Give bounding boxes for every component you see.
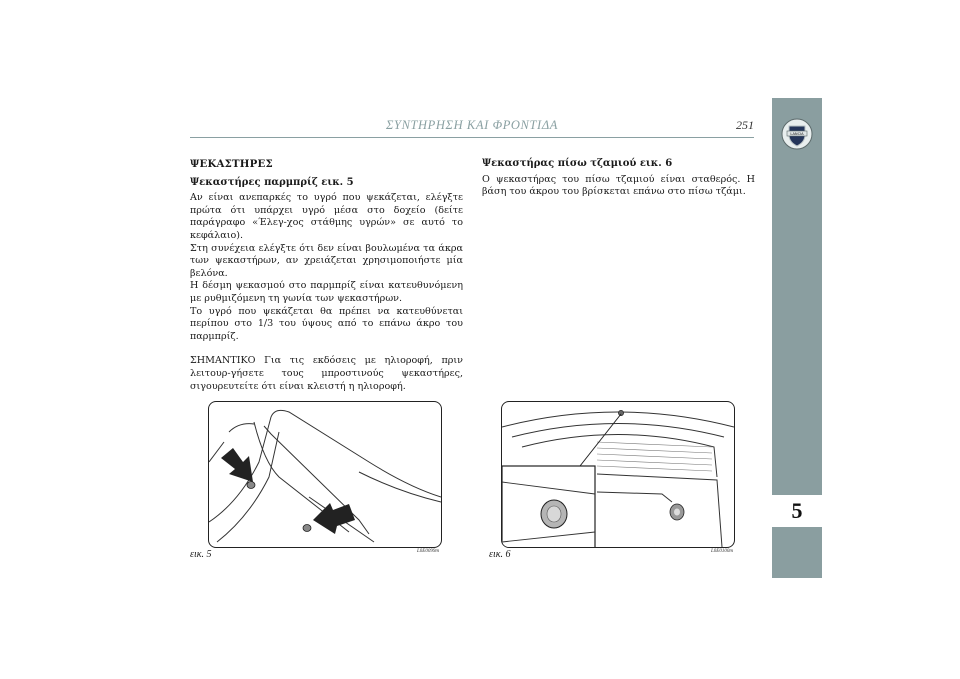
lancia-logo-icon (781, 118, 813, 150)
windscreen-washers-heading: Ψεκαστήρες παρμπρίζ εικ. 5 (190, 176, 354, 188)
chapter-sidebar (772, 98, 822, 578)
right-column (482, 158, 755, 199)
important-note: ΣΗΜΑΝΤΙΚΟ Για τις εκδόσεις με ηλιοροφή, πριν λειτουρ-γήσετε τους μπροστινούς ψεκαστήρες, σιγουρευτείτε ότι είναι κλειστή η ηλιοροφή. (190, 355, 463, 392)
page-number: 251 (736, 118, 754, 132)
figure-6-rear-washer (501, 401, 735, 548)
figure-5-windscreen-washers (208, 401, 442, 548)
page-header (190, 118, 754, 138)
rear-washer-text: Ο ψεκαστήρας του πίσω τζαμιού είναι σταθερός. Η βάση του άκρου του βρίσκεται επάνω στο πίσω τζάμι. (482, 173, 755, 198)
arrow-icon (313, 503, 355, 534)
figure-6-caption: εικ. 6 (489, 549, 511, 560)
header-divider (190, 137, 754, 138)
rear-washer-heading: Ψεκαστήρας πίσω τζαμιού εικ. 6 (482, 158, 673, 169)
chapter-title: ΣΥΝΤΗΡΗΣΗ ΚΑΙ ΦΡΟΝΤΙΔΑ (385, 118, 558, 132)
left-column (190, 158, 463, 393)
logo-text: LANCIA (790, 132, 804, 136)
chapter-number-tab[interactable]: 5 (772, 495, 822, 527)
windscreen-washers-text: Αν είναι ανεπαρκές το υγρό που ψεκάζεται, ελέγξτε πρώτα ότι υπάρχει υγρό μέσα στο δοχείο (δείτε παράγραφο «Έλεγ-χος στάθμης υγρών» σε αυτό το κεφάλαιο). Στη συνέχεια ελέγξτε ότι δεν είναι βουλωμένα τα άκρα των ψεκαστήρων, αν χρειάζεται χρησιμοποιήστε μία βελόνα. Η δέσμη ψεκασμού στο παρμπρίζ είναι κατευθυνόμενη με ρυθμιζόμενη τη γωνία των ψεκαστήρων. Το υγρό που ψεκάζεται θα πρέπει να κατευθύνεται περίπου στο 1/3 του ύψους από το επάνω άκρο του παρμπρίζ. (190, 192, 463, 342)
arrow-icon (221, 448, 253, 482)
figure-5-code: L0E0099m (417, 549, 439, 554)
figure-5-caption: εικ. 5 (190, 549, 212, 560)
section-heading: ΨΕΚΑΣΤΗΡΕΣ (190, 158, 273, 170)
figure-6-code: L0E0100m (711, 549, 733, 554)
